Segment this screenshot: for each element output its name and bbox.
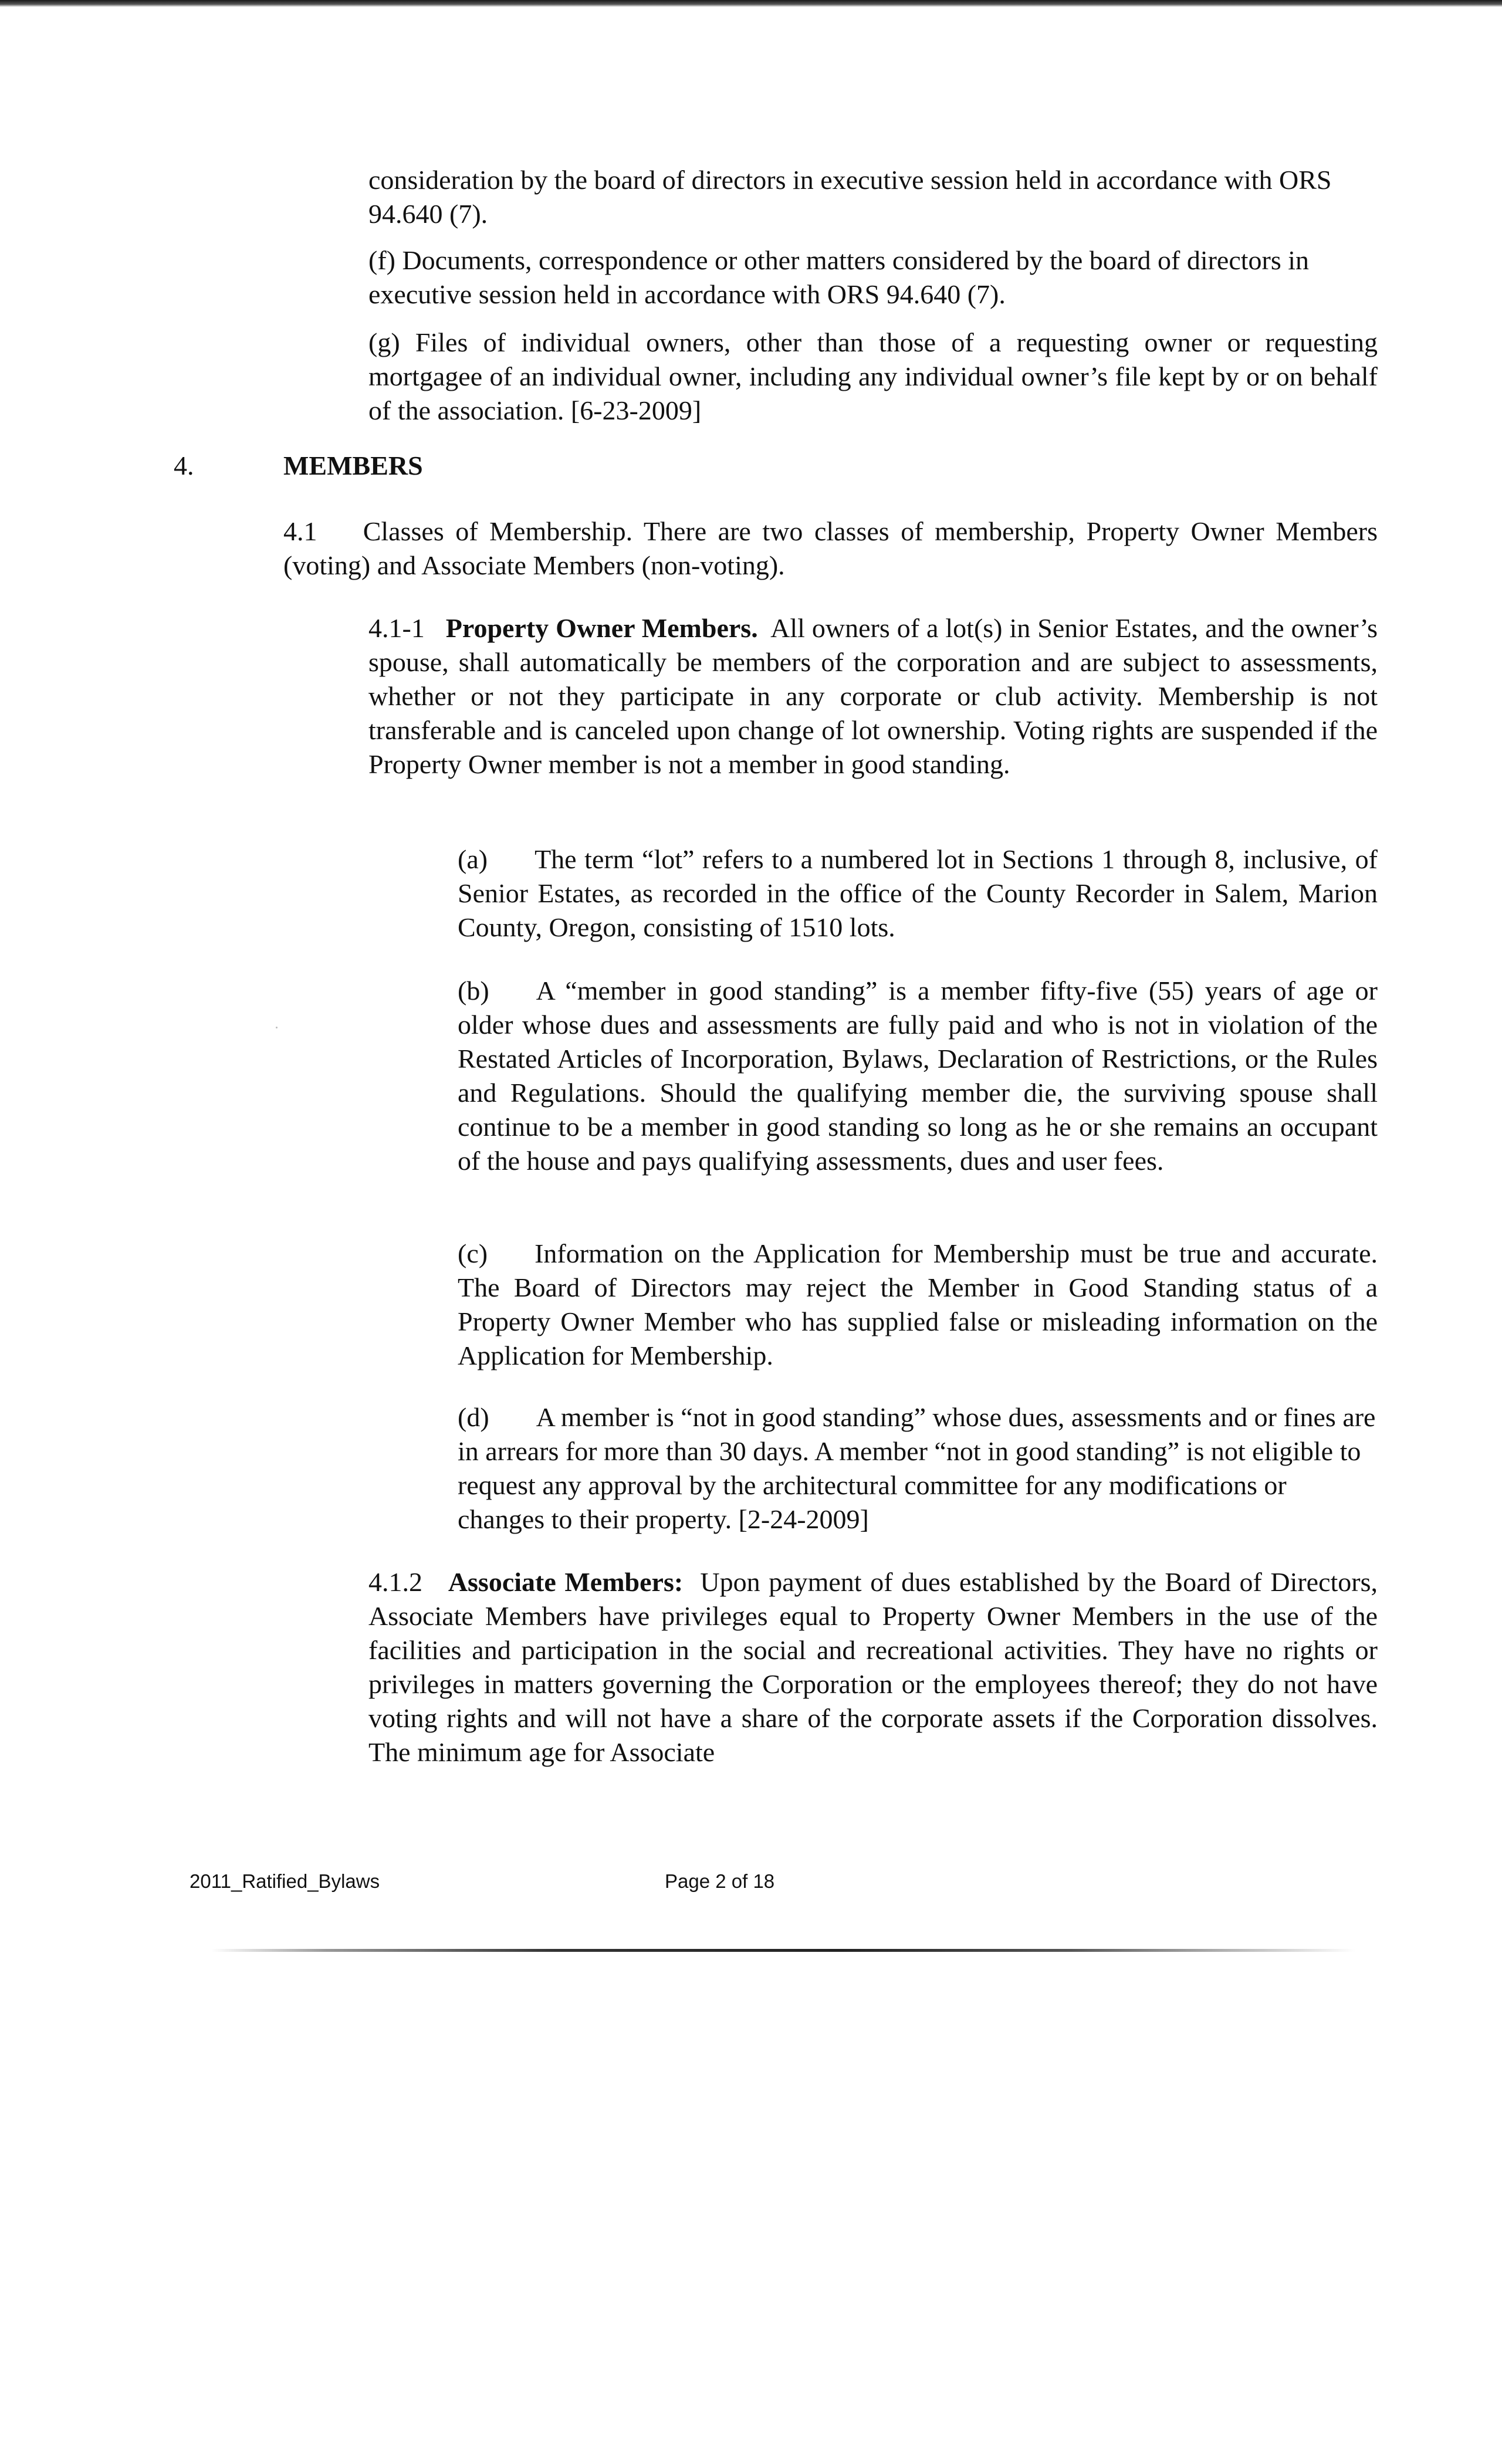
section-4-1-2-heading: Associate Members: bbox=[448, 1567, 684, 1597]
section-4-1-2-label: 4.1.2 bbox=[368, 1567, 422, 1597]
item-e-continuation: consideration by the board of directors in executive session held in accordance with ORS 94.640 (7). bbox=[368, 165, 1332, 229]
subitem-text: A “member in good standing” is a member fifty-five (55) years of age or older whose dues and assessments are fully paid and who is not in violation of the Restated Articles of Incorporation, Bylaws, Declaration of Restrictions, or the Rules and Regulations. Should the qualifying member die, the surviving spouse shall continue to be a member in good standing so long as he or she remains an occupant of the house and pays qualifying assessments, dues and user fees. bbox=[458, 976, 1378, 1176]
subitem-label: (a) bbox=[458, 844, 488, 874]
section-4-1-2 bbox=[368, 1565, 1378, 1769]
subitem-c bbox=[458, 1237, 1378, 1373]
section-heading: MEMBERS bbox=[283, 451, 423, 480]
scan-border-bottom bbox=[211, 1949, 1355, 1952]
subitem-label: (b) bbox=[458, 976, 489, 1006]
subitem-text: The term “lot” refers to a numbered lot in Sections 1 through 8, inclusive, of Senior Estates, as recorded in the office of the County Recorder in Salem, Marion County, Oregon, consisting of 1510 lots. bbox=[458, 844, 1378, 942]
scan-speck bbox=[276, 1027, 278, 1028]
section-4-1-2-body: Upon payment of dues established by the Board of Directors, Associate Members have privileges equal to Property Owner Members in the use of the facilities and participation in the social and recreational activities. They have no rights or privileges in matters governing the Corporation or the employees thereof; they do not have voting rights and will not have a share of the corporate assets if the Corporation dissolves. The minimum age for Associate bbox=[368, 1567, 1378, 1767]
section-4-1-1 bbox=[368, 611, 1378, 781]
footer-page-number: Page 2 of 18 bbox=[665, 1870, 775, 1892]
scan-border-top bbox=[0, 0, 1502, 7]
subitem-label: (c) bbox=[458, 1238, 488, 1268]
section-4-1-1-body: All owners of a lot(s) in Senior Estates, and the owner’s spouse, shall automatically be members of the corporation and are subject to assessments, whether or not they participate in any corporate or club activity. Membership is not transferable and is canceled upon change of lot ownership. Voting rights are suspended if the Property Owner member is not a member in good standing. bbox=[368, 613, 1378, 779]
subitem-b bbox=[458, 974, 1378, 1178]
subitem-d bbox=[458, 1400, 1378, 1536]
subitem-a bbox=[458, 842, 1378, 945]
subitem-text: Information on the Application for Membership must be true and accurate. The Board of Directors may reject the Member in Good Standing status of a Property Owner Member who has supplied false or misleading information on the Application for Membership. bbox=[458, 1238, 1378, 1370]
subitem-text: A member is “not in good standing” whose dues, assessments and or fines are in arrears for more than 30 days. A member “not in good standing” is not eligible to request any approval by the architectural committee for any modifications or changes to their property. [2-24-2009] bbox=[458, 1402, 1376, 1534]
footer-filename: 2011_Ratified_Bylaws bbox=[190, 1870, 380, 1892]
section-4-1-1-label: 4.1-1 bbox=[368, 613, 425, 643]
section-number: 4. bbox=[174, 451, 194, 480]
item-g: (g) Files of individual owners, other than those of a requesting owner or requesting mortgagee of an individual owner, including any individual owner’s file kept by or on behalf of the association. [6-23-2009] bbox=[368, 327, 1378, 425]
item-f: (f) Documents, correspondence or other matters considered by the board of directors in executive session held in accordance with ORS 94.640 (7). bbox=[368, 245, 1310, 309]
subitem-label: (d) bbox=[458, 1402, 489, 1432]
section-4-1-1-heading: Property Owner Members. bbox=[445, 613, 758, 643]
section-4-1: 4.1 Classes of Membership. There are two classes of membership, Property Owner Members (voting) and Associate Members (non-voting). bbox=[283, 516, 1385, 580]
